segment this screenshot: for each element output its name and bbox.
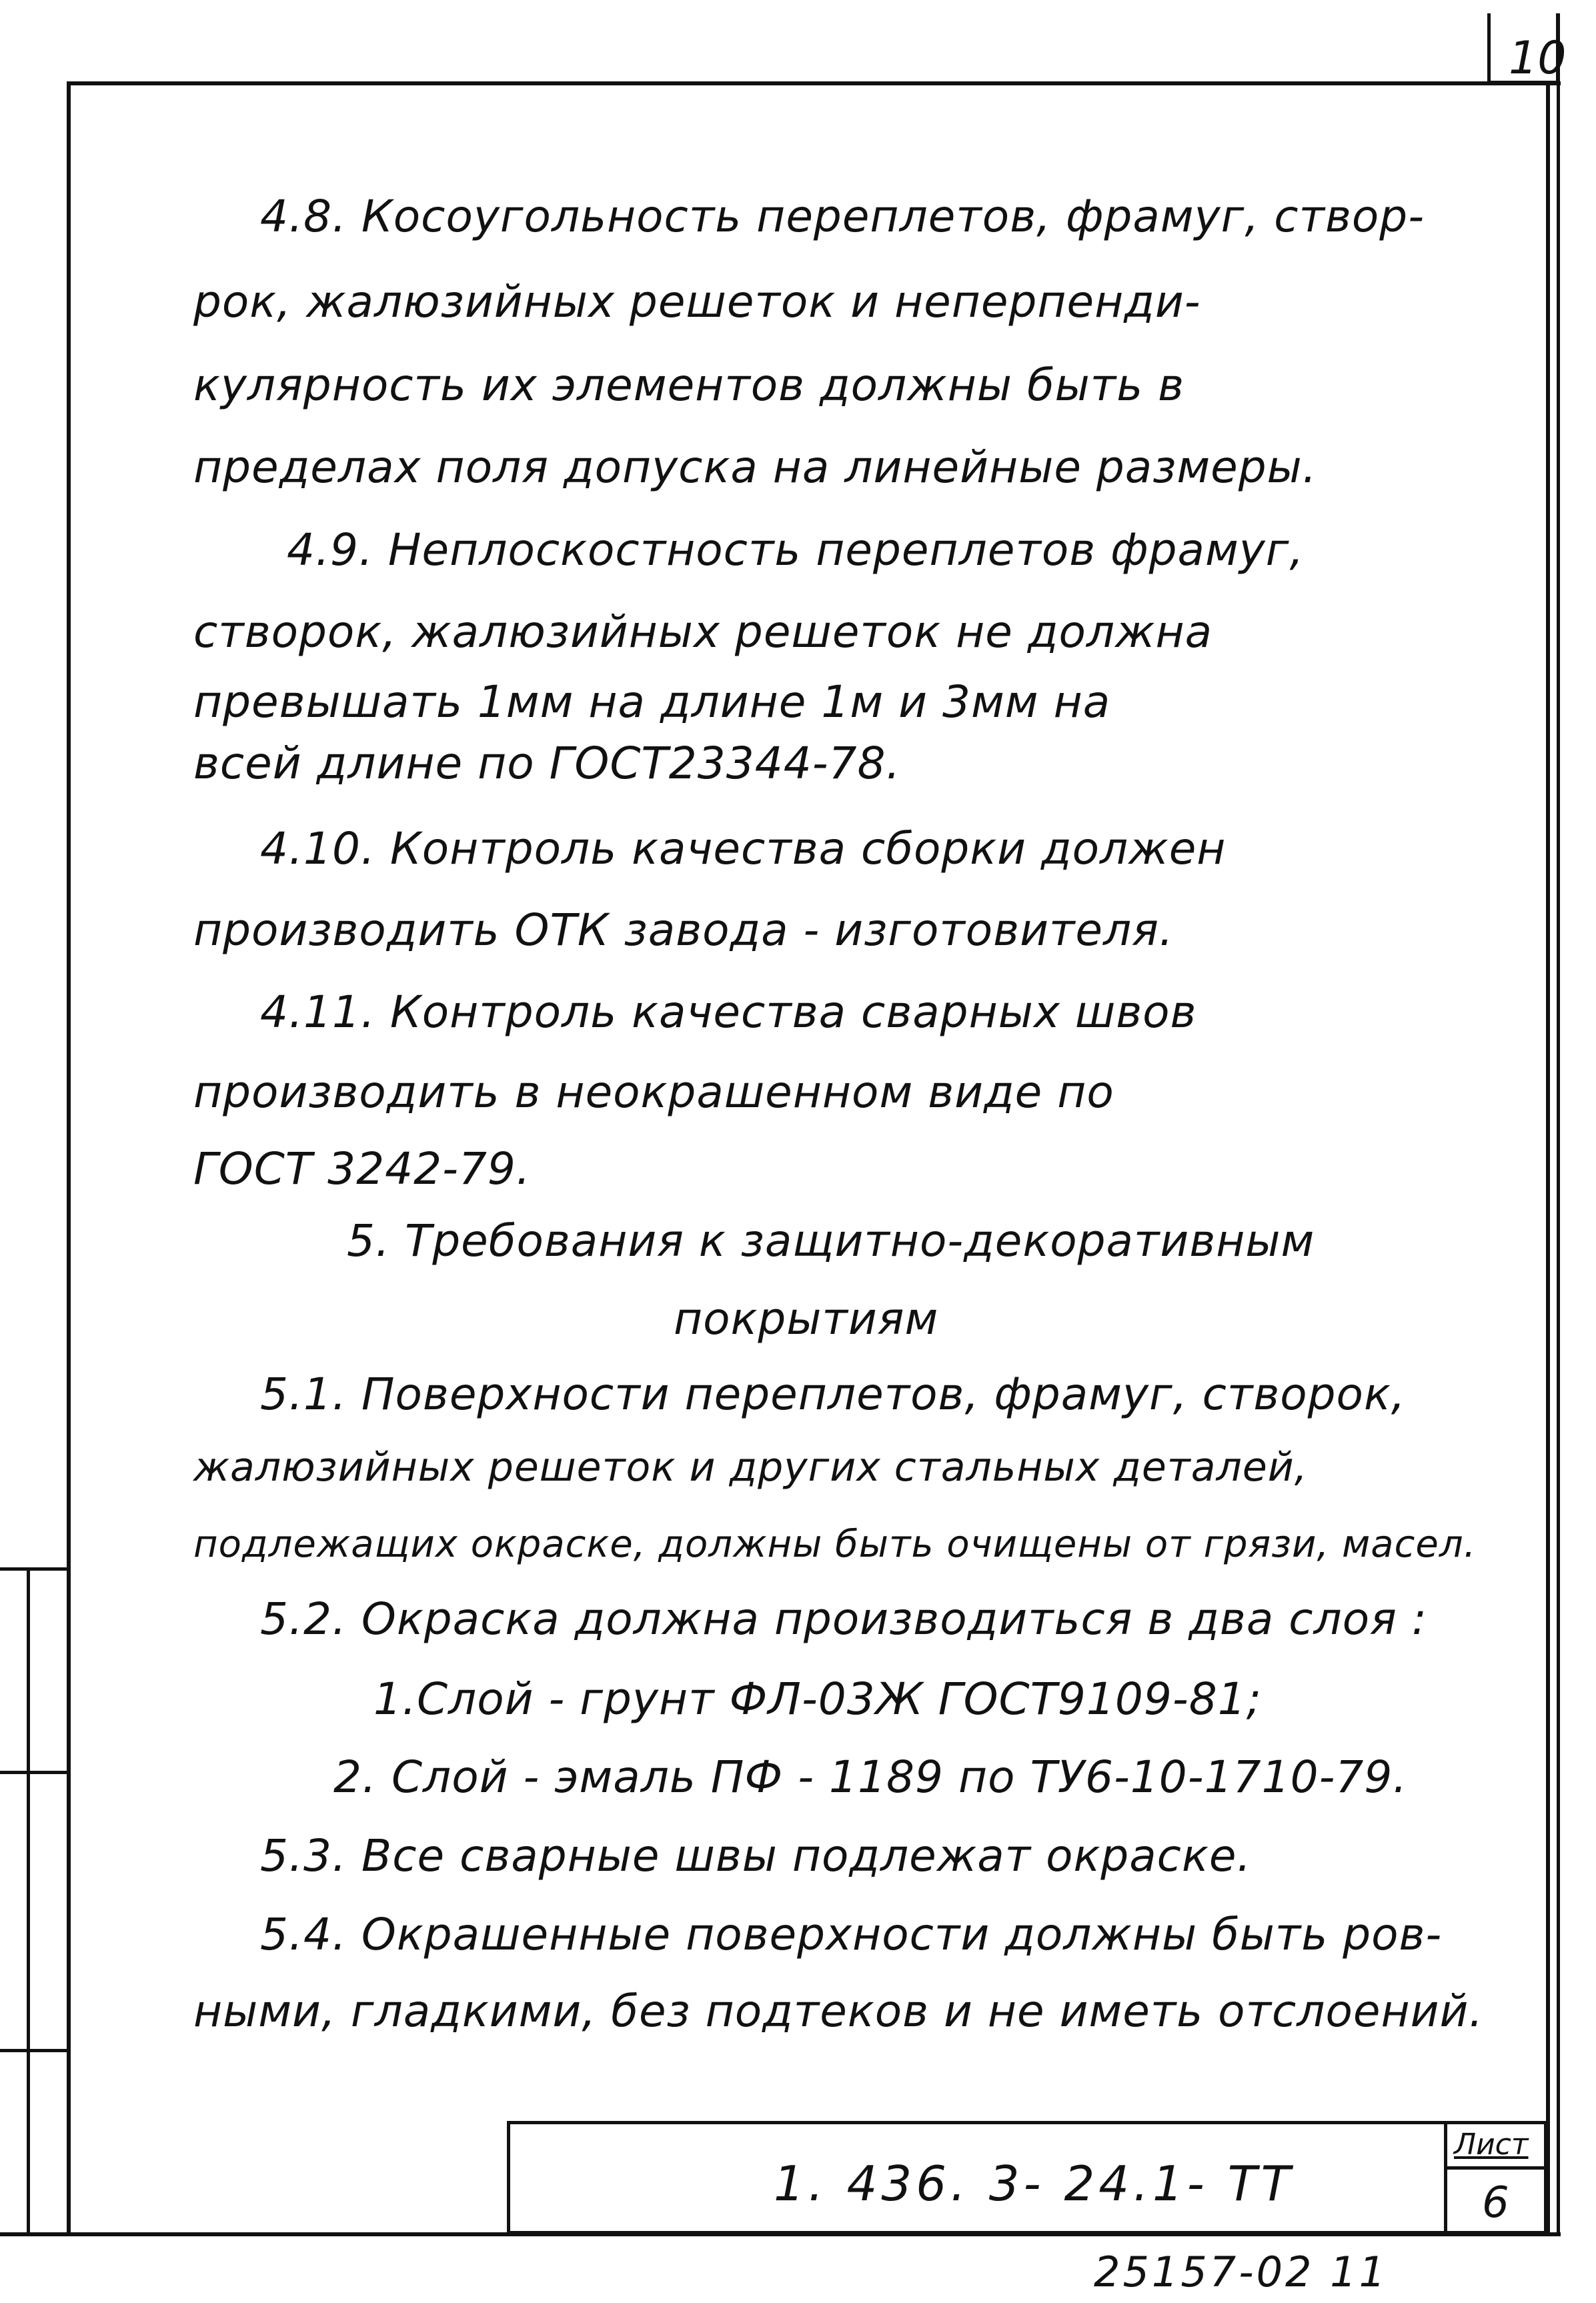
stamp-vertical (27, 1567, 30, 2234)
text-line-11: 4.11. Контроль качества сварных швов (260, 986, 1197, 1038)
text-line-22: 5.3. Все сварные швы подлежат окраске. (260, 1830, 1252, 1881)
text-line-2: рок, жалюзийных решеток и неперпенди- (193, 276, 1201, 327)
frame-right-outer (1557, 13, 1560, 2236)
stamp-divider (0, 1567, 67, 1571)
text-line-4: пределах поля допуска на линейные размеры. (193, 442, 1317, 493)
text-line-10: производить ОТК завода - изготовителя. (193, 904, 1174, 956)
text-line-24: ными, гладкими, без подтеков и не иметь отслоений. (193, 1986, 1484, 2037)
corner-sheet-number: 10 (1509, 32, 1567, 85)
text-line-20: 1.Слой - грунт ФЛ-03Ж ГОСТ9109-81; (373, 1673, 1262, 1725)
text-line-17: жалюзийных решеток и других стальных деталей, (193, 1444, 1308, 1491)
frame-right (1546, 81, 1550, 2236)
sheet-label-divider (1444, 2166, 1547, 2170)
title-block-divider (1444, 2121, 1447, 2234)
stamp-divider (0, 1771, 67, 1774)
text-line-16: 5.1. Поверхности переплетов, фрамуг, створок, (260, 1369, 1406, 1420)
text-line-23: 5.4. Окрашенные поверхности должны быть ров- (260, 1909, 1443, 1960)
frame-left (67, 81, 71, 2236)
sheet-label: Лист (1454, 2128, 1529, 2162)
text-line-12: производить в неокрашенном виде по (193, 1066, 1114, 1118)
text-line-1: 4.8. Косоугольность переплетов, фрамуг, створ- (260, 191, 1425, 242)
text-line-7: превышать 1мм на длине 1м и 3мм на (193, 676, 1111, 728)
section-heading-5-cont: покрытиям (674, 1293, 939, 1345)
text-line-21: 2. Слой - эмаль ПФ - 1189 по ТУ6-10-1710-79. (333, 1751, 1408, 1803)
section-heading-5: 5. Требования к защитно-декоративным (347, 1215, 1315, 1267)
text-line-19: 5.2. Окраска должна производиться в два слоя : (260, 1593, 1428, 1645)
document-code: 1. 436. 3- 24.1- TT (774, 2156, 1295, 2212)
text-line-5: 4.9. Неплоскостность переплетов фрамуг, (287, 524, 1305, 576)
text-line-3: кулярность их элементов должны быть в (193, 359, 1184, 411)
text-line-6: створок, жалюзийных решеток не должна (193, 606, 1213, 658)
archive-number: 25157-02 11 (1094, 2248, 1389, 2296)
frame-top (67, 81, 1561, 85)
text-line-13: ГОСТ 3242-79. (193, 1143, 531, 1195)
text-line-18: подлежащих окраске, должны быть очищены от грязи, масел. (193, 1523, 1477, 1566)
stamp-divider (0, 2049, 67, 2052)
text-line-9: 4.10. Контроль качества сборки должен (260, 823, 1227, 874)
sheet-value: 6 (1482, 2178, 1509, 2228)
text-line-8: всей длине по ГОСТ23344-78. (193, 738, 901, 789)
